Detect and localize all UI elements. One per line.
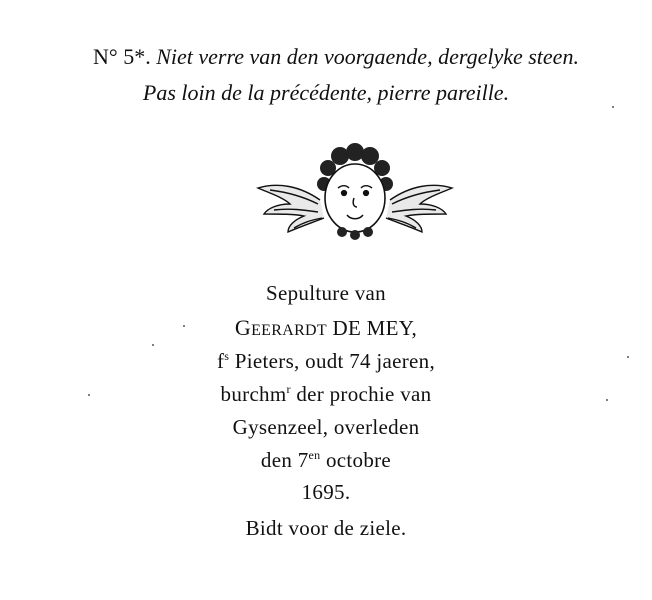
inscription-line-7: 1695. [301, 480, 351, 504]
left-wing [258, 185, 324, 232]
print-speck [152, 344, 154, 346]
heading-dutch-text: Niet verre van den voorgaende, dergelyke steen. [156, 44, 579, 69]
face [325, 164, 385, 232]
inscription-line-5: Gysenzeel, overleden [232, 415, 420, 439]
print-speck [606, 399, 608, 401]
inscription-line-3: $f^s$ Pieters, oudt 74 jaeren, [216, 349, 436, 373]
inscription-line-8: Bidt voor de ziele. [245, 516, 407, 540]
print-speck [627, 356, 629, 358]
print-speck [183, 325, 185, 327]
entry-number: N° 5*. [93, 44, 151, 69]
cherub-illustration [250, 138, 460, 248]
print-speck [88, 394, 90, 396]
inscription-line-4: burchm$^r$ der prochie van [220, 382, 432, 406]
heading-line-dutch [10, 40, 652, 74]
print-speck [612, 106, 614, 108]
inscription-line-2: GEERARDT DE MEY, [234, 315, 418, 340]
right-wing [386, 185, 452, 232]
inscription-line-6: den $7^{en}$ octobre [260, 448, 392, 472]
inscription-line-1: Sepulture van [266, 281, 386, 305]
heading-line-french [0, 76, 652, 110]
heading-french-text: Pas loin de la précédente, pierre pareille. [142, 80, 510, 105]
